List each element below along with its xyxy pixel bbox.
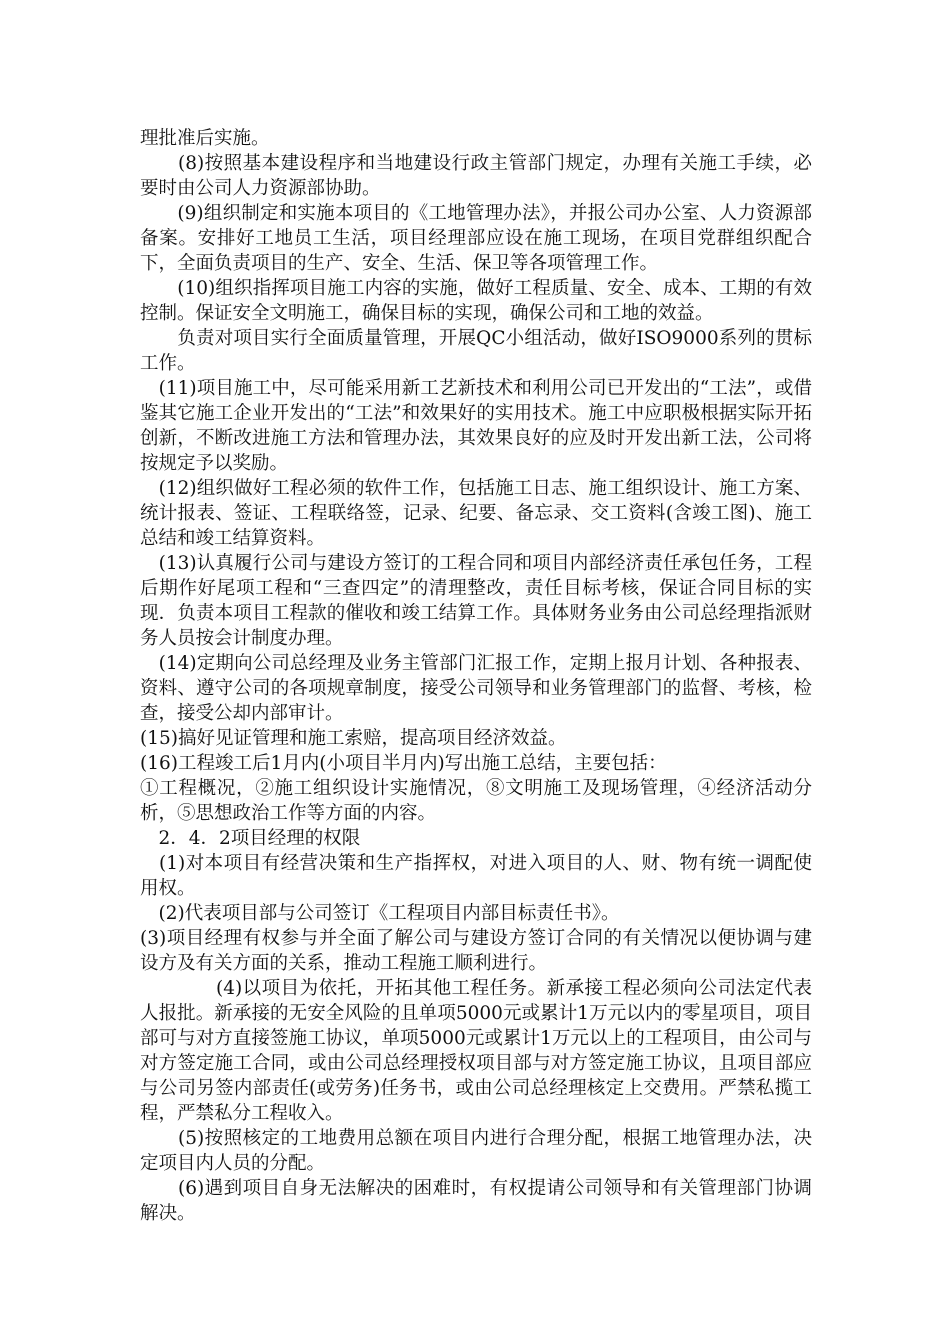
paragraph-authority-2: (2)代表项目部与公司签订《工程项目内部目标责任书》。	[140, 903, 620, 924]
section-heading-2-4-2: 2．4．2项目经理的权限	[140, 828, 361, 849]
paragraph-authority-1: (1)对本项目有经营决策和生产指挥权，对进入项目的人、财、物有统一调配使用权。	[140, 853, 812, 899]
paragraph-item-15: (15)搞好见证管理和施工索赔，提高项目经济效益。	[140, 728, 567, 749]
paragraph-quality-management: 负责对项目实行全面质量管理，开展QC小组活动，做好ISO9000系列的贯标工作。	[140, 328, 812, 374]
paragraph-item-16-contents: ①工程概况，②施工组织设计实施情况，⑧文明施工及现场管理，④经济活动分析，⑤思想政治工作等方面的内容。	[140, 778, 812, 824]
paragraph-item-14: (14)定期向公司总经理及业务主管部门汇报工作，定期上报月计划、各种报表、资料、遵守公司的各项规章制度，接受公司领导和业务管理部门的监督、考核，检查，接受公却内部审计。	[140, 653, 812, 724]
paragraph-item-12: (12)组织做好工程必须的软件工作，包括施工日志、施工组织设计、施工方案、统计报表、签证、工程联络签，记录、纪要、备忘录、交工资料(含竣工图)、施工总结和竣工结算资料。	[140, 478, 812, 549]
paragraph-item-11: (11)项目施工中，尽可能采用新工艺新技术和利用公司已开发出的“工法”，或借鉴其它施工企业开发出的“工法”和效果好的实用技术。施工中应职极根据实际开拓创新，不断改进施工方法和管理办法，其效果良好的应及时开发出新工法，公司将按规定予以奖励。	[140, 378, 812, 474]
paragraph-item-16: (16)工程竣工后1月内(小项目半月内)写出施工总结，主要包括：	[140, 753, 667, 774]
paragraph-authority-5: (5)按照核定的工地费用总额在项目内进行合理分配，根据工地管理办法，决定项目内人员的分配。	[140, 1128, 812, 1174]
paragraph-item-13: (13)认真履行公司与建设方签订的工程合同和项目内部经济责任承包任务，工程后期作好尾项工程和“三查四定”的清理整改，责任目标考核，保证合同目标的实现．负责本项目工程款的催收和竣工结算工作。具体财务业务由公司总经理指派财务人员按会计制度办理。	[140, 553, 812, 649]
paragraph-item-9: (9)组织制定和实施本项目的《工地管理办法》，并报公司办公室、人力资源部备案。安排好工地员工生活，项目经理部应设在施工现场，在项目党群组织配合下，全面负责项目的生产、安全、生活、保卫等各项管理工作。	[140, 203, 812, 274]
paragraph-authority-3: (3)项目经理有权参与并全面了解公司与建设方签订合同的有关情况以便协调与建设方及有关方面的关系，推动工程施工顺利进行。	[140, 928, 812, 974]
paragraph-authority-6: (6)遇到项目自身无法解决的困难时，有权提请公司领导和有关管理部门协调解决。	[140, 1178, 812, 1224]
paragraph-authority-4: (4)以项目为依托，开拓其他工程任务。新承接工程必须向公司法定代表人报批。新承接的无安全风险的且单项5000元或累计1万元以内的零星项目，项目部可与对方直接签施工协议，单项5000元或累计1万元以上的工程项目，由公司与对方签定施工合同，或由公司总经理授权项目部与对方签定施工协议，且项目部应与公司另签内部责任(或劳务)任务书，或由公司总经理核定上交费用。严禁私揽工程，严禁私分工程收入。	[140, 978, 812, 1124]
paragraph-item-8: (8)按照基本建设程序和当地建设行政主管部门规定，办理有关施工手续，必要时由公司人力资源部协助。	[140, 153, 812, 199]
text-line-continuation: 理批准后实施。	[140, 128, 270, 149]
paragraph-item-10: (10)组织指挥项目施工内容的实施，做好工程质量、安全、成本、工期的有效控制。保证安全文明施工，确保目标的实现，确保公司和工地的效益。	[140, 278, 812, 324]
